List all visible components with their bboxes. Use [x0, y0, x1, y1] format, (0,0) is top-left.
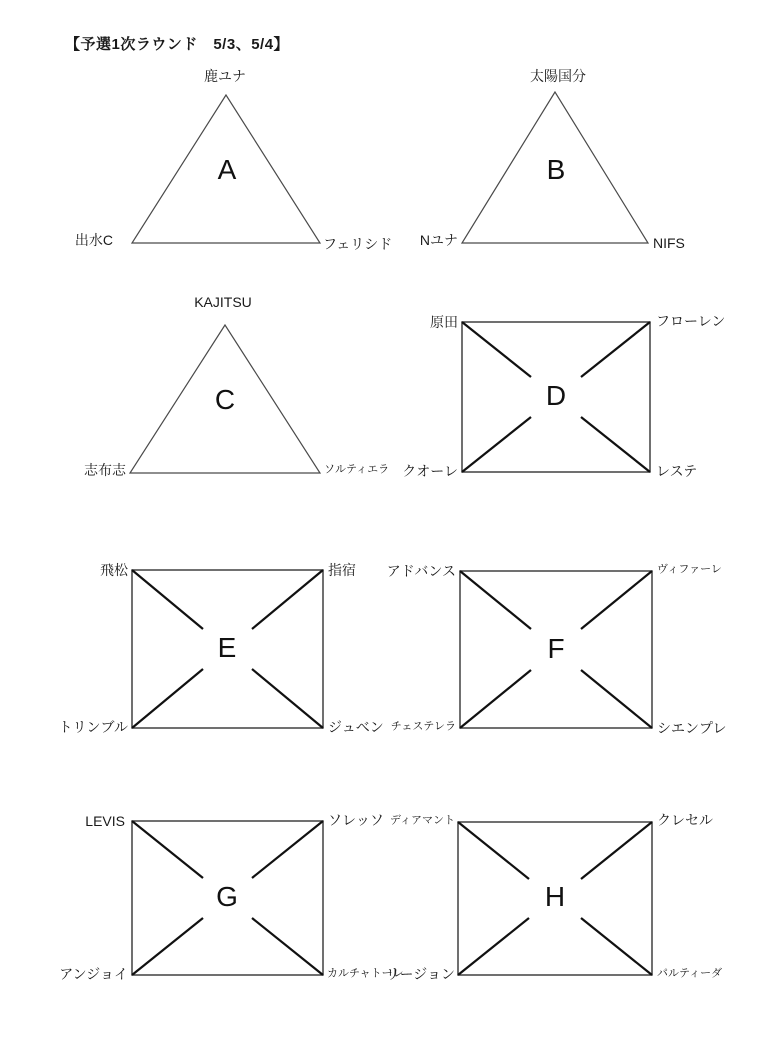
team-label-f-bottom-right: シエンプレ — [657, 720, 727, 736]
team-label-a-bottom-right: フェリシド — [323, 236, 393, 252]
group-b-letter: B — [546, 154, 566, 185]
group-h-letter: H — [544, 881, 566, 912]
team-label-h-top-left: ディアマント — [389, 814, 455, 827]
team-label-f-top-right: ヴィファーレ — [657, 563, 722, 576]
team-label-d-bottom-right: レステ — [656, 463, 698, 479]
team-label-g-bottom-right: カルチャトーレ — [327, 967, 404, 980]
team-label-f-bottom-left: チェステレラ — [390, 720, 456, 733]
group-a-letter: A — [217, 154, 237, 185]
team-label-d-top-right: フローレン — [656, 313, 726, 329]
team-label-b-top: 太陽国分 — [530, 68, 586, 84]
team-label-d-bottom-left: クオーレ — [402, 463, 458, 479]
team-label-e-top-left: 飛松 — [100, 562, 128, 578]
team-label-h-bottom-right: パルティーダ — [657, 967, 723, 980]
group-e-letter: E — [217, 632, 237, 663]
team-label-a-bottom-left: 出水C — [74, 232, 113, 248]
team-label-e-top-right: 指宿 — [328, 562, 356, 578]
team-label-d-top-left: 原田 — [430, 314, 458, 330]
group-f-letter: F — [547, 633, 565, 664]
team-label-c-bottom-left: 志布志 — [84, 462, 126, 478]
team-label-g-top-left: LEVIS — [85, 813, 125, 829]
team-label-g-bottom-left: アンジョイ — [59, 966, 128, 982]
group-g-letter: G — [216, 881, 238, 912]
team-label-a-top: 鹿ユナ — [204, 68, 246, 84]
group-d-letter: D — [545, 380, 567, 411]
page-title: 【予選1次ラウンド 5/3、5/4】 — [65, 36, 290, 53]
group-c-letter: C — [214, 384, 236, 415]
team-label-g-top-right: ソレッソ — [328, 812, 384, 828]
team-label-h-top-right: クレセル — [657, 812, 713, 828]
team-label-f-top-left: アドバンス — [386, 563, 456, 579]
team-label-c-top: KAJITSU — [194, 294, 252, 310]
team-label-e-bottom-left: トリンブル — [58, 719, 128, 735]
team-label-e-bottom-right: ジュベン — [328, 719, 384, 735]
team-label-c-bottom-right: ソルティエラ — [324, 463, 390, 476]
team-label-b-bottom-right: NIFS — [653, 235, 685, 251]
team-label-h-bottom-left: リージョン — [385, 966, 455, 982]
team-label-b-bottom-left: Nユナ — [419, 232, 458, 248]
